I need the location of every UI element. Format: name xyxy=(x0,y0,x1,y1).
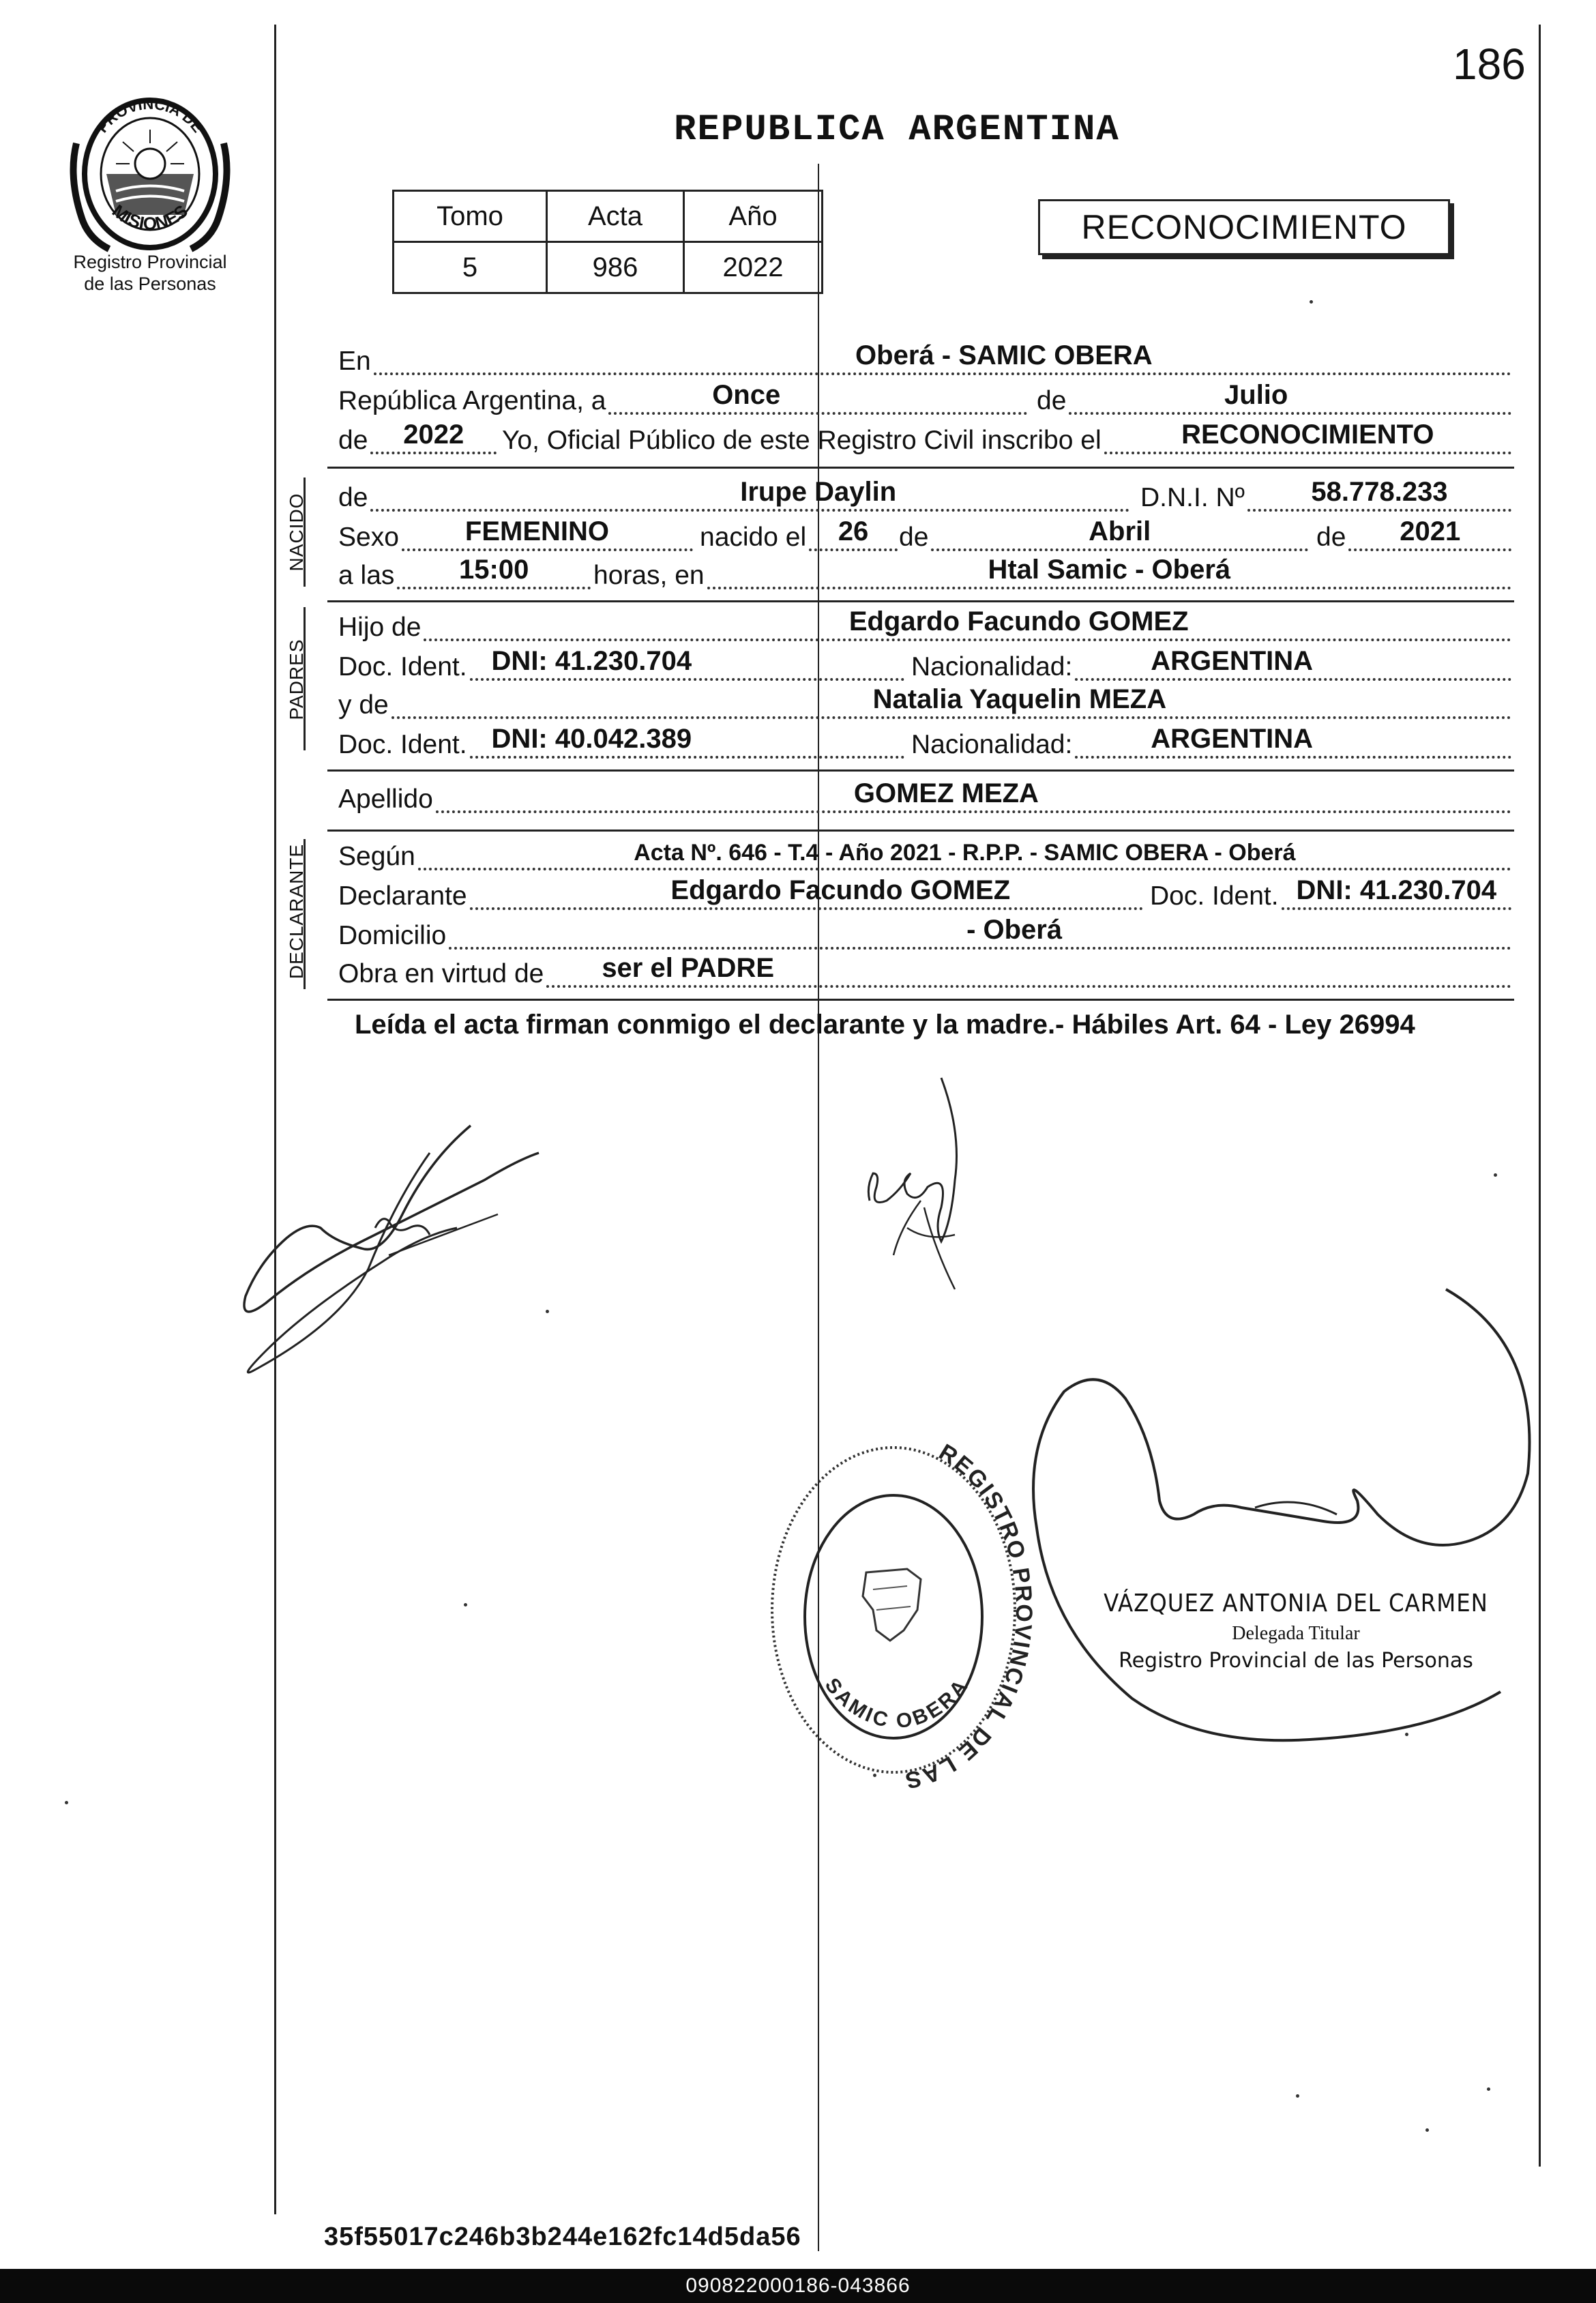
field-madre-doc xyxy=(338,724,904,764)
label-dni: D.N.I. Nº xyxy=(1140,483,1245,512)
row-apellido xyxy=(338,779,1511,819)
register-value-anio: 2022 xyxy=(684,242,823,293)
label-declarante-doc: Doc. Ident. xyxy=(1150,881,1279,911)
register-header-acta: Acta xyxy=(547,191,684,242)
value-declarante: Edgardo Facundo GOMEZ xyxy=(670,875,1011,905)
label-padre-nac: Nacionalidad: xyxy=(911,652,1073,681)
value-dni: 58.778.233 xyxy=(1311,477,1448,507)
field-domicilio xyxy=(338,915,1511,955)
officer-role: Delegada Titular xyxy=(1232,1623,1360,1644)
label-padre-doc: Doc. Ident. xyxy=(338,652,467,681)
row-en xyxy=(338,341,1511,381)
field-padre-nac xyxy=(911,647,1511,686)
field-sexo xyxy=(338,517,693,557)
page-number: 186 xyxy=(1453,40,1526,89)
logo-ring-top: PROVINCIA DE xyxy=(93,95,207,136)
closing-text: Leída el acta firman conmigo el declarante y la madre.- Hábiles Art. 64 - Ley 26994 xyxy=(355,1010,1415,1040)
row-segun xyxy=(338,836,1511,876)
logo-ring-bottom: MISIONES xyxy=(108,200,192,234)
label-nacido-el: nacido el xyxy=(700,523,807,552)
field-declarante xyxy=(338,876,1143,915)
record-type-box: RECONOCIMIENTO xyxy=(1038,199,1450,255)
value-nacido-anio: 2021 xyxy=(1400,516,1461,546)
value-domicilio: - Oberá xyxy=(966,915,1063,945)
value-declarante-doc: DNI: 41.230.704 xyxy=(1296,875,1497,905)
section-rule-2 xyxy=(327,600,1514,602)
field-madre xyxy=(338,685,1511,724)
label-inscribe-text: Yo, Oficial Público de este Registro Civil inscribo el xyxy=(502,426,1102,455)
field-madre-nac xyxy=(911,724,1511,764)
speck xyxy=(1310,300,1313,304)
speck xyxy=(873,1774,876,1777)
side-label-nacido: NACIDO xyxy=(286,493,307,572)
speck xyxy=(1405,1733,1408,1736)
field-nacido-mes xyxy=(899,517,1308,557)
label-inscribe-de: de xyxy=(338,426,368,455)
logo-caption-line1: Registro Provincial xyxy=(73,252,227,272)
value-dia: Once xyxy=(712,380,781,410)
section-rule-3 xyxy=(327,769,1514,772)
label-obra: Obra en virtud de xyxy=(338,959,544,988)
mother-signature xyxy=(859,1071,982,1296)
register-value-row xyxy=(394,242,823,293)
field-fecha-mes xyxy=(1037,381,1511,420)
value-madre-doc: DNI: 40.042.389 xyxy=(491,724,692,754)
field-apellido xyxy=(338,779,1511,819)
svg-text:SAMIC OBERA xyxy=(821,1674,973,1733)
register-value-acta: 986 xyxy=(547,242,684,293)
row-nacido-sexo xyxy=(338,517,1511,557)
field-inscribe-acta xyxy=(502,420,1511,460)
value-inscribe-anio: 2022 xyxy=(403,420,464,450)
label-nacido-de2: de xyxy=(1316,523,1346,552)
field-fecha-dia xyxy=(338,381,1027,420)
speck xyxy=(1487,2087,1490,2091)
register-header-row xyxy=(394,191,823,242)
section-rule-5 xyxy=(327,999,1514,1001)
section-rule-4 xyxy=(327,830,1514,832)
field-segun xyxy=(338,836,1511,876)
label-madre: y de xyxy=(338,690,389,720)
logo-caption xyxy=(48,251,252,295)
official-stamp xyxy=(740,1412,1037,1801)
value-hora: 15:00 xyxy=(459,555,529,585)
speck xyxy=(546,1310,549,1313)
value-padre-doc: DNI: 41.230.704 xyxy=(491,646,692,676)
field-padre xyxy=(338,607,1511,647)
speck xyxy=(65,1801,68,1804)
field-lugar xyxy=(593,555,1511,595)
speck xyxy=(1494,1173,1497,1177)
row-madre xyxy=(338,685,1511,724)
value-apellido: GOMEZ MEZA xyxy=(853,778,1039,808)
row-padre xyxy=(338,607,1511,647)
section-rule-1 xyxy=(327,467,1514,469)
row-inscribe xyxy=(338,420,1511,460)
side-label-declarante: DECLARANTE xyxy=(286,843,307,980)
field-hora xyxy=(338,555,591,595)
label-horas-en: horas, en xyxy=(593,561,705,590)
label-declarante: Declarante xyxy=(338,881,467,911)
label-madre-nac: Nacionalidad: xyxy=(911,730,1073,759)
label-hora: a las xyxy=(338,561,395,590)
label-segun: Según xyxy=(338,842,415,871)
value-inscribe-acta: RECONOCIMIENTO xyxy=(1181,420,1434,450)
field-dni xyxy=(1140,478,1511,517)
row-obra xyxy=(338,954,1511,993)
value-madre-nac: ARGENTINA xyxy=(1151,724,1314,754)
register-table xyxy=(392,190,823,294)
field-inscribe-anio xyxy=(338,420,497,460)
field-nacido-dia xyxy=(700,517,898,557)
row-nacido-nombre xyxy=(338,478,1511,517)
provincial-seal-logo xyxy=(68,89,232,252)
row-fecha xyxy=(338,381,1511,420)
logo-caption-line2: de las Personas xyxy=(84,274,216,294)
declarant-signature xyxy=(225,1119,593,1378)
officer-block xyxy=(1084,1589,1507,1673)
right-margin-line xyxy=(1539,25,1541,2167)
field-obra xyxy=(338,954,1511,993)
label-fecha-de: de xyxy=(1037,386,1067,415)
side-label-padres: PADRES xyxy=(286,639,307,720)
register-value-tomo: 5 xyxy=(394,242,547,293)
value-padre-nac: ARGENTINA xyxy=(1151,646,1314,676)
row-nacido-hora xyxy=(338,555,1511,595)
field-declarante-doc xyxy=(1150,876,1511,915)
label-madre-doc: Doc. Ident. xyxy=(338,730,467,759)
label-padre: Hijo de xyxy=(338,613,422,642)
speck xyxy=(1425,2128,1429,2132)
label-nacido-de1: de xyxy=(899,523,929,552)
document-title: REPUBLICA ARGENTINA xyxy=(674,109,1120,151)
label-fecha: República Argentina, a xyxy=(338,386,606,415)
document-hash: 35f55017c246b3b244e162fc14d5da56 xyxy=(324,2223,801,2251)
row-padre-doc xyxy=(338,647,1511,686)
value-sexo: FEMENINO xyxy=(464,516,610,546)
speck xyxy=(464,1603,467,1607)
register-header-anio: Año xyxy=(684,191,823,242)
stamp-inner-text: SAMIC OBERA xyxy=(820,1673,974,1733)
official-signature xyxy=(1023,1269,1555,1760)
label-apellido: Apellido xyxy=(338,784,433,814)
value-lugar: Htal Samic - Oberá xyxy=(988,555,1231,585)
value-nacido-mes: Abril xyxy=(1089,516,1151,546)
officer-office: Registro Provincial de las Personas xyxy=(1119,1649,1473,1673)
value-madre: Natalia Yaquelin MEZA xyxy=(872,684,1167,714)
value-en: Oberá - SAMIC OBERA xyxy=(855,340,1153,370)
row-domicilio xyxy=(338,915,1511,955)
officer-name: VÁZQUEZ ANTONIA DEL CARMEN xyxy=(1104,1589,1488,1617)
field-nacido-anio xyxy=(1316,517,1511,557)
row-madre-doc xyxy=(338,724,1511,764)
value-segun: Acta Nº. 646 - T.4 - Año 2021 - R.P.P. - SAMIC OBERA - Oberá xyxy=(634,840,1296,866)
label-en: En xyxy=(338,347,371,376)
value-padre: Edgardo Facundo GOMEZ xyxy=(848,606,1189,636)
field-nombre xyxy=(338,478,1129,517)
value-nacido-dia: 26 xyxy=(838,516,869,546)
speck xyxy=(1296,2094,1299,2098)
value-mes: Julio xyxy=(1224,380,1288,410)
value-nombre: Irupe Daylin xyxy=(740,477,897,507)
field-en xyxy=(338,341,1511,381)
value-obra: ser el PADRE xyxy=(602,953,775,983)
label-nombre-de: de xyxy=(338,483,368,512)
label-domicilio: Domicilio xyxy=(338,921,447,950)
label-sexo: Sexo xyxy=(338,523,399,552)
stamp-ring-text: REGISTRO PROVINCIAL DE LAS PERSONAS xyxy=(740,1412,1037,1795)
footer-code-bar: 090822000186-043866 xyxy=(0,2269,1596,2303)
field-padre-doc xyxy=(338,647,904,686)
register-header-tomo: Tomo xyxy=(394,191,547,242)
row-declarante xyxy=(338,876,1511,915)
